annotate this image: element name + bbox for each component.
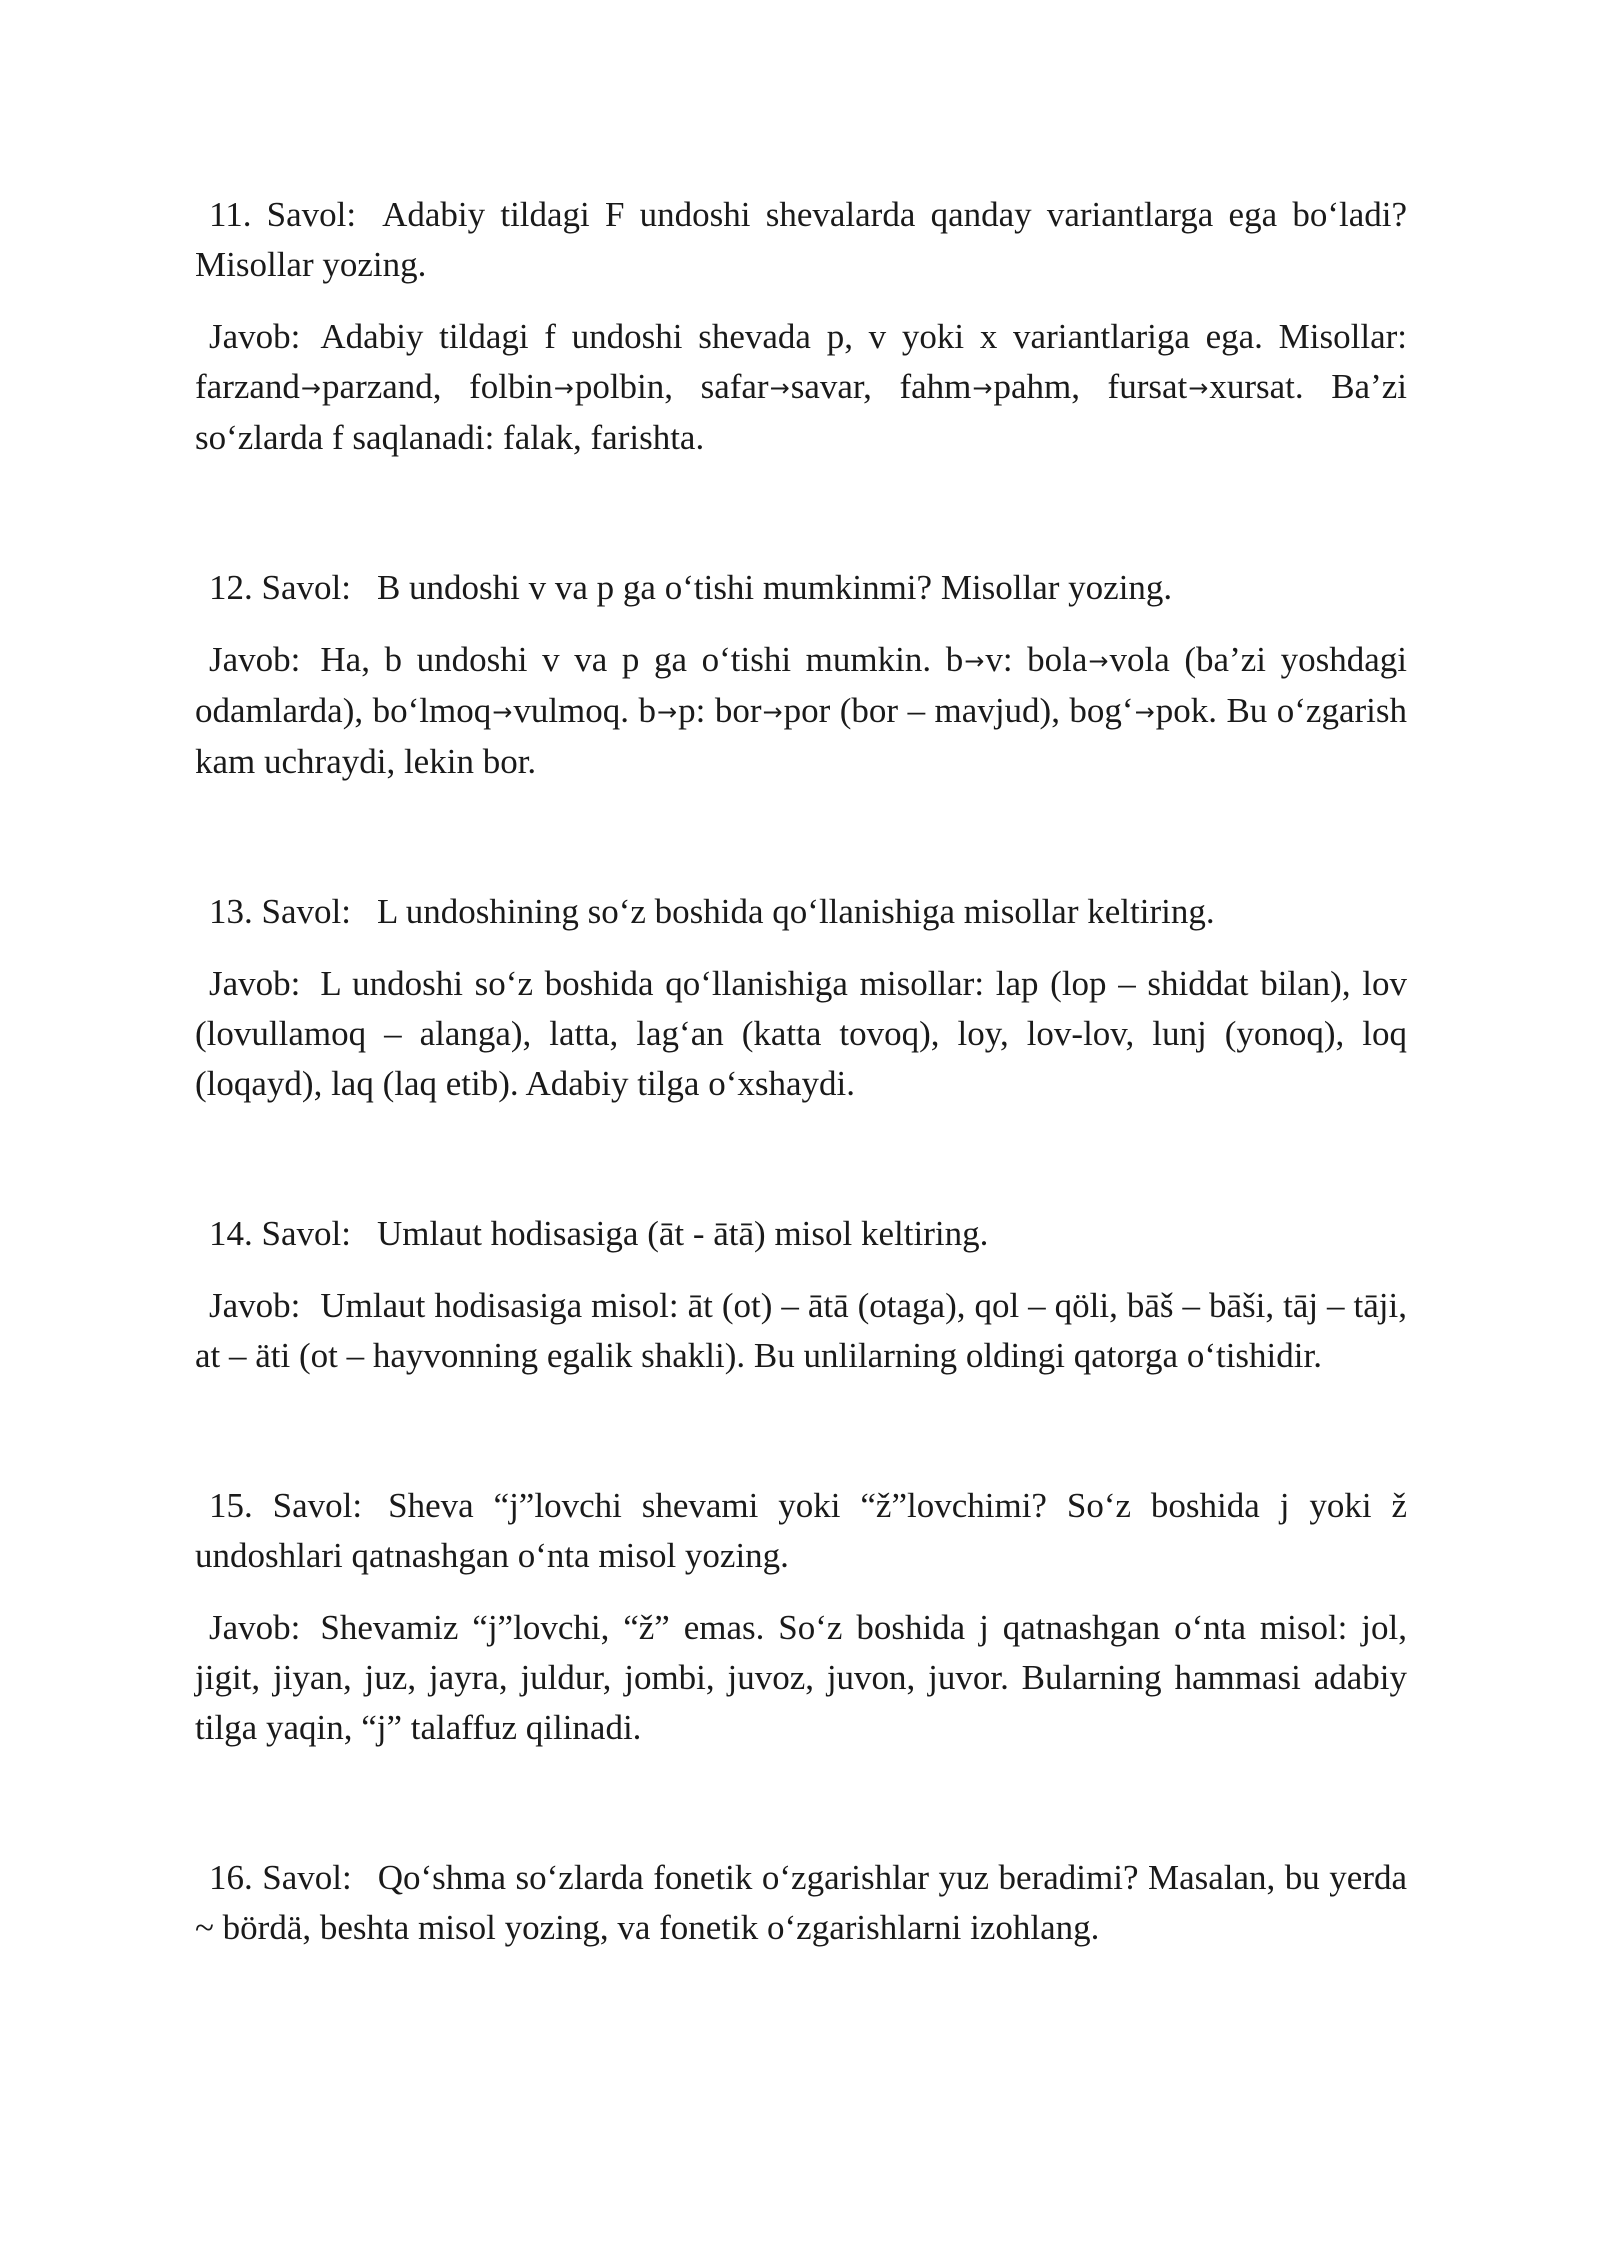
question-label: 15. Savol: bbox=[209, 1486, 363, 1525]
answer-12 bbox=[195, 635, 1407, 787]
answer-label: Javob: bbox=[209, 1286, 301, 1325]
arrow-symbol: → bbox=[1088, 647, 1109, 675]
answer-label: Javob: bbox=[209, 1608, 301, 1647]
qa-item-11 bbox=[195, 190, 1407, 463]
question-text: Adabiy tildagi F undoshi shevalarda qanday variantlarga ega bo‘ladi? Misollar yozing. bbox=[195, 195, 1407, 284]
question-text: Umlaut hodisasiga (āt - ātā) misol keltiring. bbox=[376, 1214, 989, 1253]
question-13 bbox=[195, 887, 1407, 937]
question-text: B undoshi v va p ga o‘tishi mumkinmi? Misollar yozing. bbox=[376, 568, 1173, 607]
arrow-symbol: → bbox=[657, 698, 678, 726]
answer-text: Ha, b undoshi v va p ga o‘tishi mumkin. b→v: bola→vola (ba’zi yoshdagi odamlarda), bo‘lmoq→vulmoq. b→p: bor→por (bor – mavjud), bog‘→pok. Bu o‘zgarish kam uchraydi, lekin bor. bbox=[195, 640, 1408, 781]
question-14 bbox=[195, 1209, 1407, 1259]
question-label: 14. Savol: bbox=[209, 1214, 351, 1253]
question-12 bbox=[195, 563, 1407, 613]
answer-label: Javob: bbox=[209, 640, 301, 679]
answer-15 bbox=[195, 1603, 1407, 1753]
question-16 bbox=[195, 1853, 1407, 1953]
arrow-symbol: → bbox=[1188, 374, 1209, 402]
arrow-symbol: → bbox=[553, 374, 574, 402]
qa-item-16 bbox=[195, 1853, 1407, 1953]
answer-11 bbox=[195, 312, 1407, 463]
answer-text: Umlaut hodisasiga misol: āt (ot) – ātā (otaga), qol – qöli, bāš – bāši, tāj – tāji, at – äti (ot – hayvonning egalik shakli). Bu unlilarning oldingi qatorga o‘tishidir. bbox=[195, 1286, 1407, 1375]
question-label: 16. Savol: bbox=[209, 1858, 352, 1897]
answer-text: Adabiy tildagi f undoshi shevada p, v yoki x variantlariga ega. Misollar: farzand→parzand, folbin→polbin, safar→savar, fahm→pahm, fursat→xursat. Ba’zi so‘zlarda f saqlanadi: falak, farishta. bbox=[195, 317, 1407, 457]
arrow-symbol: → bbox=[769, 374, 790, 402]
answer-14 bbox=[195, 1281, 1407, 1381]
arrow-symbol: → bbox=[492, 698, 513, 726]
arrow-symbol: → bbox=[762, 698, 783, 726]
answer-text: Shevamiz “j”lovchi, “ž” emas. So‘z boshida j qatnashgan o‘nta misol: jol, jigit, jiyan, juz, jayra, juldur, jombi, juvoz, juvon, juvor. Bularning hammasi adabiy tilga yaqin, “j” talaffuz qilinadi. bbox=[195, 1608, 1407, 1747]
qa-item-14 bbox=[195, 1209, 1407, 1381]
question-label: 11. Savol: bbox=[209, 195, 357, 234]
arrow-symbol: → bbox=[964, 647, 985, 675]
arrow-symbol: → bbox=[1134, 698, 1155, 726]
question-label: 13. Savol: bbox=[209, 892, 351, 931]
qa-item-15 bbox=[195, 1481, 1407, 1753]
question-15 bbox=[195, 1481, 1407, 1581]
question-text: Sheva “j”lovchi shevami yoki “ž”lovchimi? So‘z boshida j yoki ž undoshlari qatnashgan o‘nta misol yozing. bbox=[195, 1486, 1407, 1575]
document-page bbox=[195, 190, 1407, 1953]
qa-item-13 bbox=[195, 887, 1407, 1109]
question-label: 12. Savol: bbox=[209, 568, 351, 607]
arrow-symbol: → bbox=[300, 374, 322, 402]
answer-text: L undoshi so‘z boshida qo‘llanishiga misollar: lap (lop – shiddat bilan), lov (lovullamoq – alanga), latta, lag‘an (katta tovoq), loy, lov-lov, lunj (yonoq), loq (loqayd), laq (laq etib). Adabiy tilga o‘xshaydi. bbox=[195, 964, 1407, 1103]
qa-item-12 bbox=[195, 563, 1407, 787]
arrow-symbol: → bbox=[972, 374, 993, 402]
answer-13 bbox=[195, 959, 1407, 1109]
answer-label: Javob: bbox=[209, 964, 301, 1003]
question-text: L undoshining so‘z boshida qo‘llanishiga misollar keltiring. bbox=[376, 892, 1215, 931]
answer-label: Javob: bbox=[209, 317, 301, 356]
question-text: Qo‘shma so‘zlarda fonetik o‘zgarishlar yuz beradimi? Masalan, bu yerda ~ bördä, beshta misol yozing, va fonetik o‘zgarishlarni izohlang. bbox=[195, 1858, 1408, 1947]
question-11 bbox=[195, 190, 1407, 290]
